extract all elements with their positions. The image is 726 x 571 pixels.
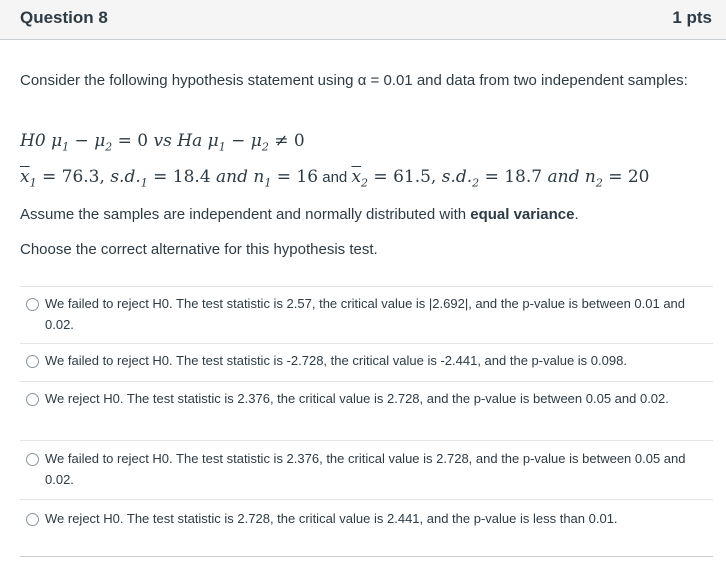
- sample-data-line: [20, 167, 650, 189]
- subscript: 1: [29, 176, 37, 190]
- radio-button[interactable]: [26, 393, 39, 406]
- radio-button[interactable]: [26, 298, 39, 311]
- subscript: 1: [218, 140, 226, 154]
- question-points: 1 pts: [672, 8, 712, 27]
- choose-instruction: Choose the correct alternative for this hypothesis test.: [20, 241, 378, 258]
- answer-list: [20, 286, 713, 557]
- xbar2-value: = 61.5,: [368, 167, 442, 187]
- subscript: 1: [264, 176, 272, 190]
- n-symbol: n: [253, 167, 265, 187]
- not-equal-zero: ≠ 0: [268, 131, 305, 151]
- subscript: 2: [261, 140, 269, 154]
- assumption-text: [20, 204, 579, 226]
- minus-sign: −: [69, 131, 95, 151]
- answer-text: We failed to reject H0. The test statistic is -2.728, the critical value is -2.441, and the p-value is 0.098.: [45, 353, 627, 368]
- sd1-value: = 18.4: [147, 167, 217, 187]
- mu-symbol: μ: [51, 131, 63, 151]
- question-intro: Consider the following hypothesis statement using α = 0.01 and data from two independent samples:: [20, 72, 688, 89]
- minus-sign: −: [225, 131, 251, 151]
- and-plain-word: and: [318, 169, 352, 186]
- n-symbol: n: [584, 167, 596, 187]
- subscript: 2: [595, 176, 603, 190]
- question-header: [0, 0, 726, 40]
- assumption-suffix: .: [574, 206, 579, 223]
- ha-label: Ha: [171, 131, 208, 151]
- answer-option-4[interactable]: [20, 440, 713, 499]
- answer-text: We failed to reject H0. The test statistic is 2.57, the critical value is |2.692|, and the p-value is between 0.01 and 0.02.: [45, 296, 686, 332]
- mu-symbol: μ: [250, 131, 262, 151]
- sd2-value: = 18.7: [479, 167, 548, 187]
- answer-text: We reject H0. The test statistic is 2.728, the critical value is 2.441, and the p-value is less than 0.01.: [45, 511, 618, 526]
- hypothesis-statement: [20, 131, 305, 153]
- answer-option-3[interactable]: [20, 381, 713, 440]
- answer-text: We reject H0. The test statistic is 2.376, the critical value is 2.728, and the p-value is between 0.05 and 0.02.: [45, 391, 669, 406]
- h0-label: H0: [20, 131, 46, 151]
- vs-label: vs: [153, 131, 172, 151]
- answer-option-5[interactable]: [20, 499, 713, 557]
- subscript: 1: [62, 140, 70, 154]
- sd-symbol: s.d.: [441, 167, 473, 187]
- and-word: and: [216, 167, 254, 187]
- subscript: 2: [105, 140, 113, 154]
- subscript: 2: [472, 176, 480, 190]
- radio-button[interactable]: [26, 355, 39, 368]
- n2-value: = 20: [602, 167, 650, 187]
- and-word: and: [547, 167, 585, 187]
- question-title: Question 8: [20, 8, 108, 27]
- sd-symbol: s.d.: [110, 167, 141, 187]
- subscript: 1: [140, 176, 148, 190]
- equals-zero: = 0: [112, 131, 154, 151]
- radio-button[interactable]: [26, 453, 39, 466]
- answer-option-1[interactable]: [20, 286, 713, 343]
- radio-button[interactable]: [26, 513, 39, 526]
- xbar-symbol: $\overline{x}$: [20, 167, 30, 187]
- xbar1-value: = 76.3,: [36, 167, 111, 187]
- assumption-bold: equal variance: [470, 206, 575, 223]
- mu-symbol: μ: [94, 131, 106, 151]
- answer-text: We failed to reject H0. The test statistic is 2.376, the critical value is 2.728, and the p-value is between 0.05 and 0.02.: [45, 451, 686, 487]
- assumption-prefix: Assume the samples are independent and normally distributed with: [20, 206, 471, 223]
- subscript: 2: [361, 176, 369, 190]
- n1-value: = 16: [271, 167, 319, 187]
- xbar-symbol: $\overline{x}$: [351, 167, 362, 187]
- mu-symbol: μ: [207, 131, 219, 151]
- answer-option-2[interactable]: [20, 343, 713, 381]
